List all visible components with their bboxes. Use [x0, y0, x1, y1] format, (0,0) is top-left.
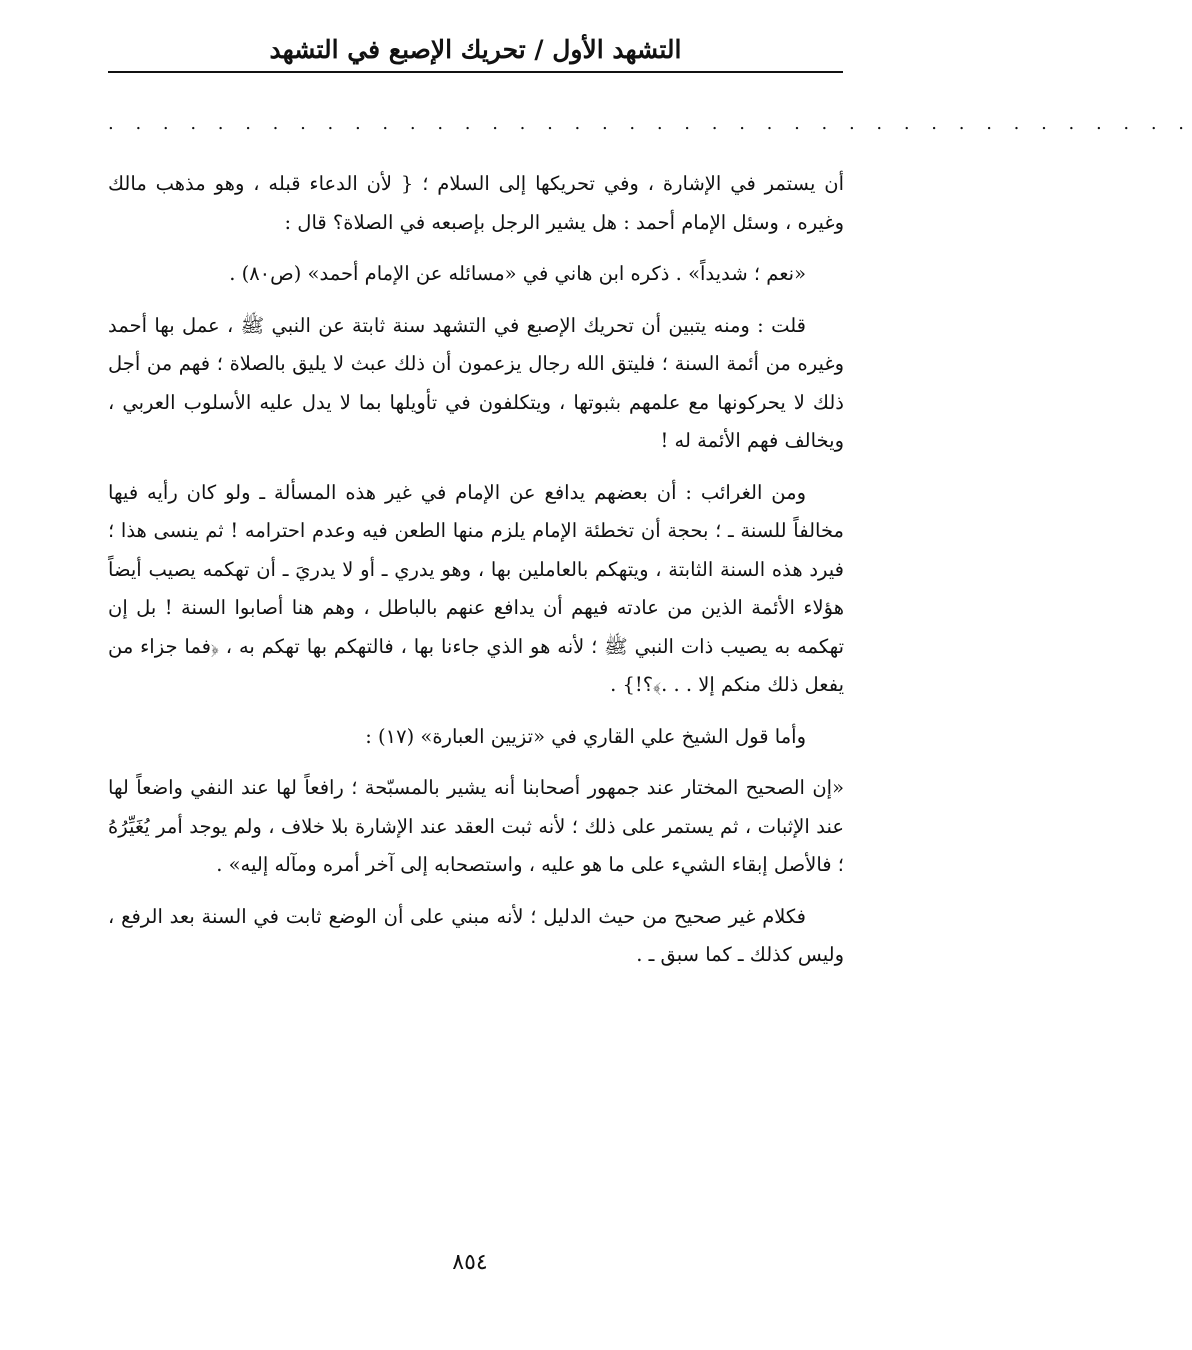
page-number: ٨٥٤: [452, 1250, 488, 1275]
paragraph-rebuttal: فكلام غير صحيح من حيث الدليل ؛ لأنه مبني على أن الوضع ثابت في السنة بعد الرفع ، وليس كذلك ـ كما سبق ـ .: [108, 904, 844, 966]
paragraph-continuation: أن يستمر في الإشارة ، وفي تحريكها إلى السلام ؛ { لأن الدعاء قبله ، وهو مذهب مالك وغيره ، وسئل الإمام أحمد : هل يشير الرجل بإصبعه في الصلاة؟ قال :: [108, 172, 844, 234]
paragraph-qari-intro: وأما قول الشيخ علي القاري في «تزيين العبارة» (١٧) :: [365, 724, 806, 748]
paragraph-oddities: ومن الغرائب : أن بعضهم يدافع عن الإمام في غير هذه المسألة ـ ولو كان رأيه فيها مخالفاً للسنة ـ ؛ بحجة أن تخطئة الإمام يلزم منها الطعن فيه وعدم احترامه ! ثم ينسى هذا ؛ فيرد هذه السنة الثابتة ، ويتهكم بالعاملين بها ، وهو يدري ـ أو لا يدريَ ـ أن تهكمه يصيب أيضاً هؤلاء الأئمة الذين من عادته فيهم أن يدافع عنهم بالباطل ، وهم هنا أصابوا السنة ! بل إن تهكمه به يصيب ذات النبي ﷺ ؛ لأنه هو الذي جاءنا بها ، فالتهكم بها تهكم به ، ﴿فما جزاء من يفعل ذلك منكم إلا . . .﴾؟!} .: [108, 480, 844, 696]
paragraph-quote-answer: «نعم ؛ شديداً» . ذكره ابن هاني في «مسائله عن الإمام أحمد» (ص٨٠) .: [229, 262, 806, 285]
header-rule: [108, 71, 843, 73]
body-text: [108, 165, 844, 988]
paragraph-author-comment: قلت : ومنه يتبين أن تحريك الإصبع في التشهد سنة ثابتة عن النبي ﷺ ، عمل بها أحمد وغيره من أئمة السنة ؛ فليتق الله رجال يزعمون أن ذلك عبث لا يليق بالصلاة ؛ فهم من أجل ذلك لا يحركونها مع علمهم بثبوتها ، ويتكلفون في تأويلها بما لا يدل عليه الأسلوب العربي ، ويخالف فهم الأئمة له !: [108, 313, 844, 452]
paragraph-qari-quote: «إن الصحيح المختار عند جمهور أصحابنا أنه يشير بالمسبّحة ؛ رافعاً لها عند النفي واضعاً لها عند الإثبات ، ثم يستمر على ذلك ؛ لأنه ثبت العقد عند الإشارة بلا خلاف ، ولم يوجد أمر يُغَيِّرُهُ ؛ فالأصل إبقاء الشيء على ما هو عليه ، واستصحابه إلى آخر أمره ومآله إليه» .: [108, 776, 844, 876]
running-head-title: التشهد الأول / تحريك الإصبع في التشهد: [269, 35, 682, 64]
dotted-separator: . . . . . . . . . . . . . . . . . . . . . . . . . . . . . . . . . . . . . . . .: [108, 113, 1192, 134]
